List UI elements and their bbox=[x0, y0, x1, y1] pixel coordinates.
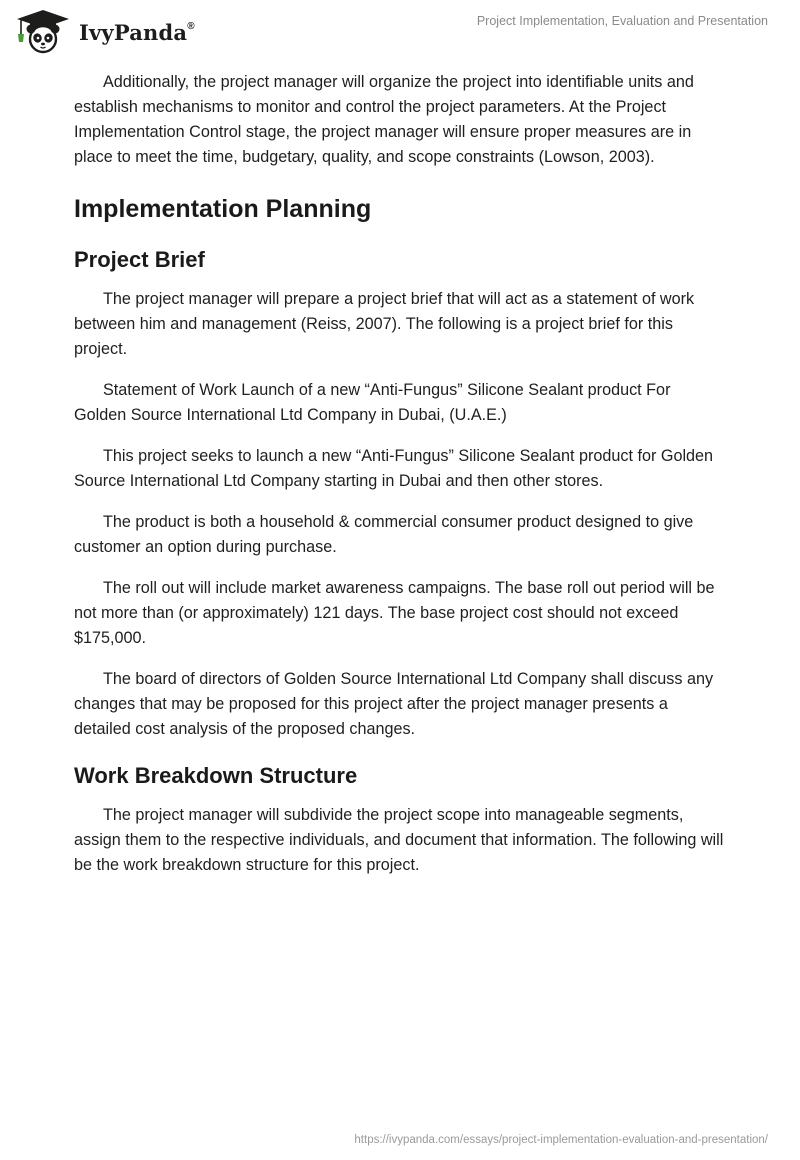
paragraph: The roll out will include market awareness campaigns. The base roll out period will be not more than (or approximately) 121 days. The base project cost should not exceed $175,000. bbox=[74, 579, 715, 647]
section-heading-implementation-planning: Implementation Planning bbox=[74, 195, 372, 223]
brand-logo[interactable] bbox=[15, 8, 195, 54]
article-body bbox=[74, 70, 726, 894]
paragraph: The project manager will prepare a project brief that will act as a statement of work between him and management (Reiss, 2007). The following is a project brief for this project. bbox=[74, 290, 695, 358]
document-title: Project Implementation, Evaluation and Presentation bbox=[476, 14, 768, 28]
paragraph: The product is both a household & commercial consumer product designed to give customer an option during purchase. bbox=[74, 513, 694, 556]
paragraph: This project seeks to launch a new “Anti-Fungus” Silicone Sealant product for Golden Source International Ltd Company starting in Dubai and then other stores. bbox=[74, 447, 714, 490]
source-url[interactable]: https://ivypanda.com/essays/project-implementation-evaluation-and-presentation/ bbox=[354, 1134, 768, 1146]
registered-mark: ® bbox=[187, 20, 195, 32]
subsection-heading-work-breakdown-structure: Work Breakdown Structure bbox=[74, 763, 358, 788]
panda-graduate-logo-icon bbox=[15, 8, 71, 54]
paragraph: The project manager will subdivide the project scope into manageable segments, assign them to the respective individuals, and document that information. The following will be the work breakdown structure for this project. bbox=[74, 806, 724, 874]
brand-name: IvyPanda® bbox=[79, 19, 195, 45]
subsection-heading-project-brief: Project Brief bbox=[74, 247, 205, 272]
paragraph: Statement of Work Launch of a new “Anti-Fungus” Silicone Sealant product For Golden Source International Ltd Company in Dubai, (U.A.E.) bbox=[74, 381, 671, 424]
paragraph: The board of directors of Golden Source International Ltd Company shall discuss any changes that may be proposed for this project after the project manager presents a detailed cost analysis of the proposed changes. bbox=[74, 670, 714, 738]
page-header bbox=[0, 0, 800, 60]
intro-paragraph: Additionally, the project manager will organize the project into identifiable units and establish mechanisms to monitor and control the project parameters. At the Project Implementation Control stage, the project manager will ensure proper measures are in place to meet the time, budgetary, quality, and scope constraints (Lowson, 2003). bbox=[74, 73, 694, 166]
